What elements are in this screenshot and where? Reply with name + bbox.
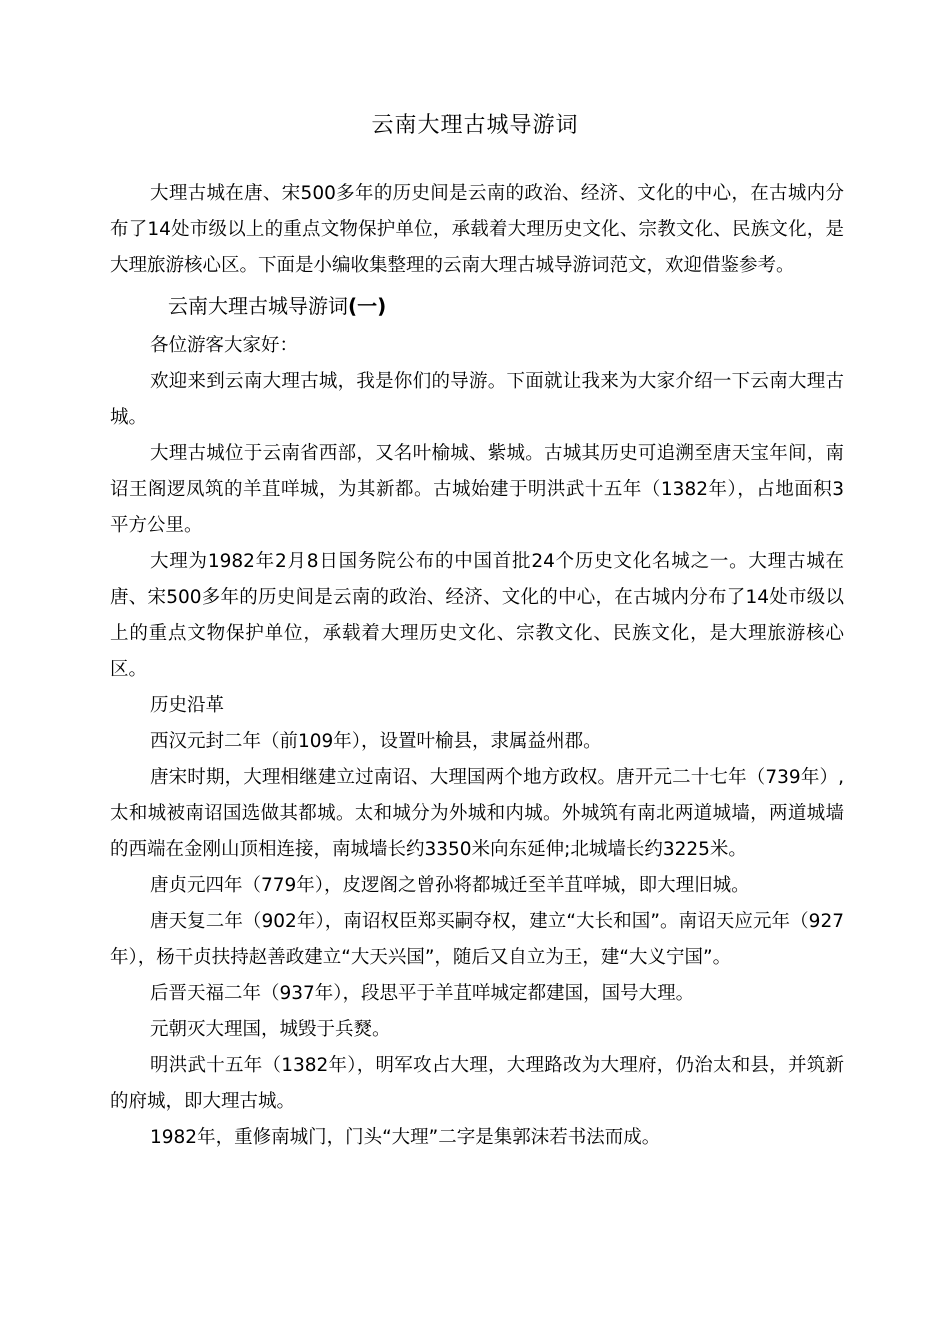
paragraph-later-jin: 后晋天福二年（937年），段思平于羊苴咩城定都建国，国号大理。 [150,983,695,1004]
paragraph-zhenyuan: 唐贞元四年（779年），皮逻阁之曾孙将都城迁至羊苴咩城，即大理旧城。 [150,875,750,896]
paragraph-greeting: 各位游客大家好： [150,335,299,356]
section-heading [110,286,844,326]
document-title: 云南大理古城导游词 [371,113,579,138]
paragraph-tang-song: 唐宋时期，大理相继建立过南诏、大理国两个地方政权。唐开元二十七年（739年）,太和城被南诏国选做其都城。太和城分为外城和内城。外城筑有南北两道城墙，两道城墙的西端在金刚山顶相连接，南城墙长约3350米向东延伸;北城墙长约3225米。 [110,767,844,860]
paragraph-yuan: 元朝灭大理国，城毁于兵燹。 [150,1019,391,1040]
section-heading-text: 云南大理古城导游词 [168,294,348,318]
paragraph-location: 大理古城位于云南省西部，又名叶榆城、紫城。古城其历史可追溯至唐天宝年间，南诏王阁逻凤筑的羊苴咩城，为其新都。古城始建于明洪武十五年（1382年），占地面积3平方公里。 [110,443,844,536]
paragraph-1982: 1982年，重修南城门，门头“大理”二字是集郭沫若书法而成。 [150,1127,661,1148]
intro-paragraph: 大理古城在唐、宋500多年的历史间是云南的政治、经济、文化的中心，在古城内分布了14处市级以上的重点文物保护单位，承载着大理历史文化、宗教文化、民族文化，是大理旅游核心区。下面是小编收集整理的云南大理古城导游词范文，欢迎借鉴参考。 [110,183,844,276]
paragraph-welcome: 欢迎来到云南大理古城，我是你们的导游。下面就让我来为大家介绍一下云南大理古城。 [110,371,844,428]
paragraph-western-han: 西汉元封二年（前109年），设置叶榆县，隶属益州郡。 [150,731,602,752]
paragraph-history-city: 大理为1982年2月8日国务院公布的中国首批24个历史文化名城之一。大理古城在唐、宋500多年的历史间是云南的政治、经济、文化的中心，在古城内分布了14处市级以上的重点文物保护单位，承载着大理历史文化、宗教文化、民族文化，是大理旅游核心区。 [110,551,844,680]
paragraph-tianfu: 唐天复二年（902年），南诏权臣郑买嗣夺权，建立“大长和国”。南诏天应元年（927年），杨干贞扶持赵善政建立“大天兴国”，随后又自立为王，建“大义宁国”。 [110,911,844,968]
section-heading-number: (一) [348,294,387,318]
document-body [110,176,844,1156]
paragraph-ming: 明洪武十五年（1382年），明军攻占大理，大理路改为大理府，仍治太和县，并筑新的府城，即大理古城。 [110,1055,844,1112]
paragraph-history-heading: 历史沿革 [150,695,225,716]
